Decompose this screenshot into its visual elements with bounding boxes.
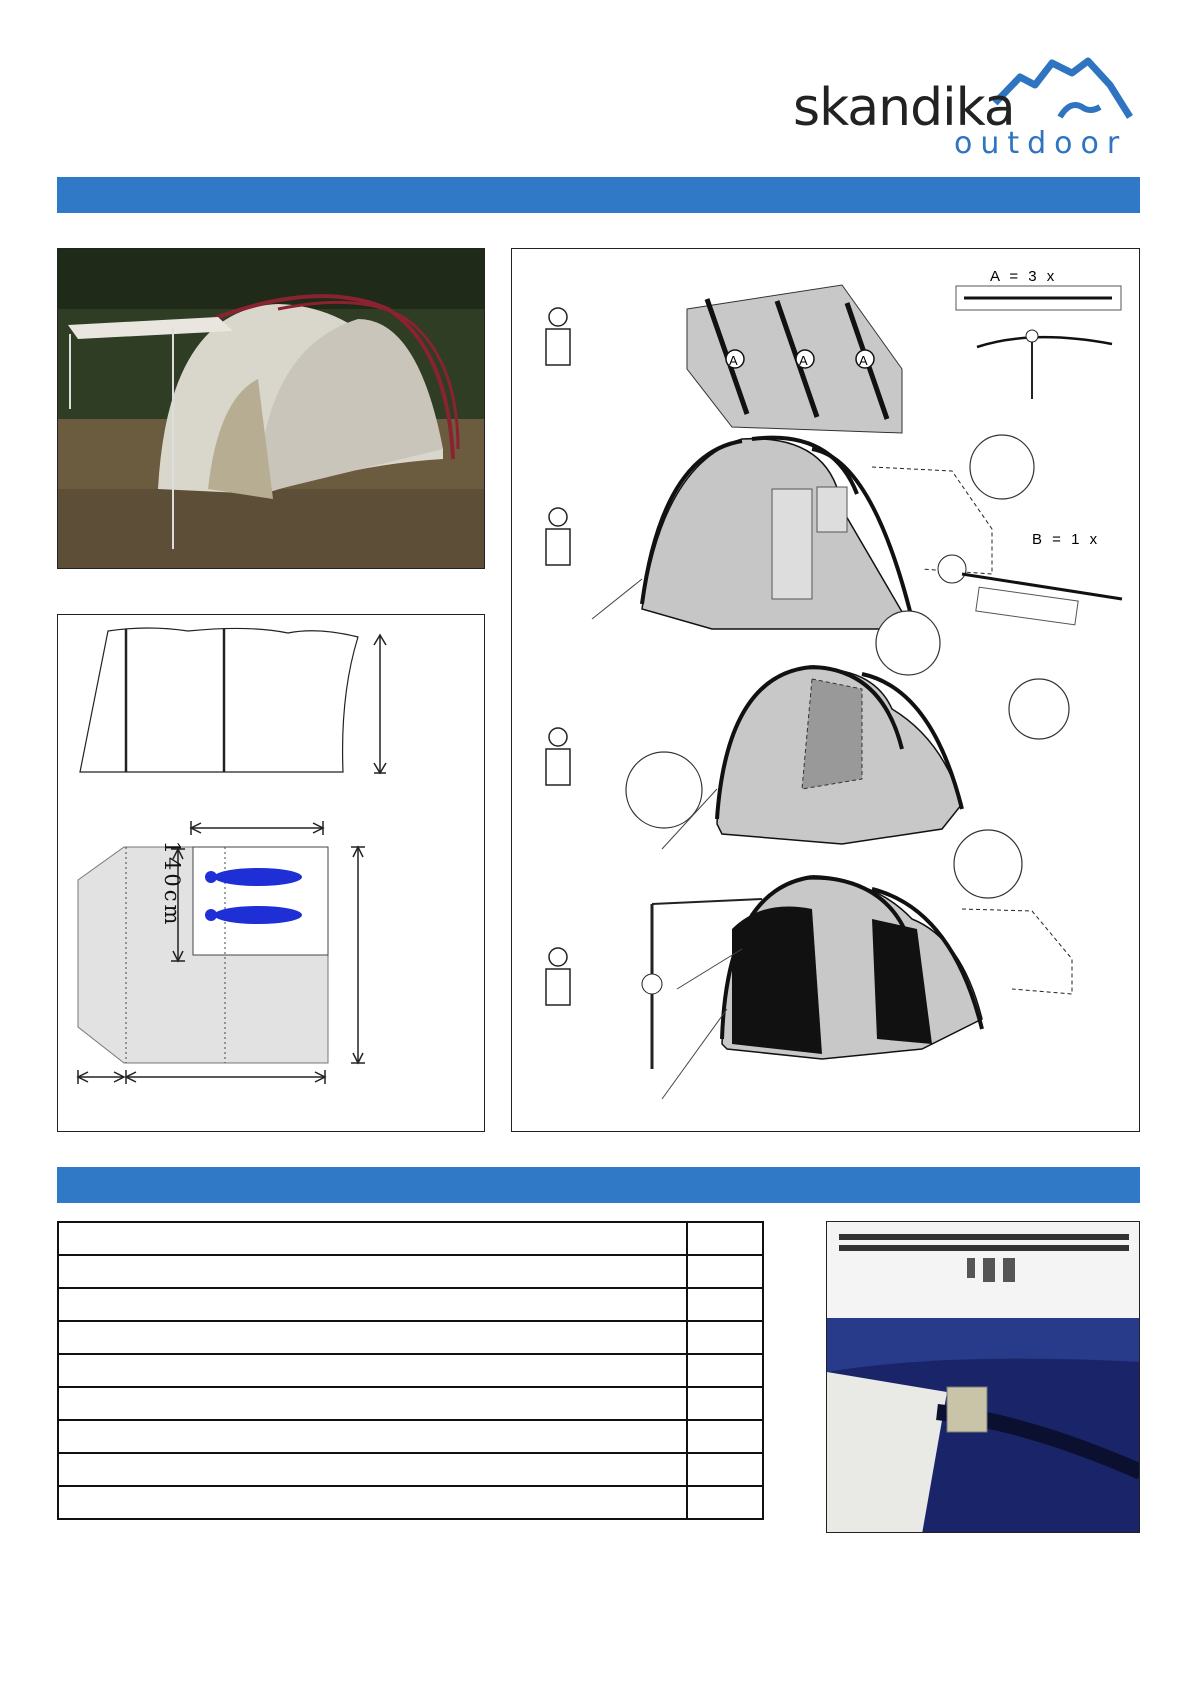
table-row: [58, 1288, 763, 1321]
part-name-cell: [58, 1255, 687, 1288]
table-row: [58, 1420, 763, 1453]
table-row: [58, 1486, 763, 1519]
pole-letter-2: A: [799, 353, 808, 368]
part-name-cell: [58, 1321, 687, 1354]
part-name-cell: [58, 1420, 687, 1453]
part-name-cell: [58, 1486, 687, 1519]
dimension-diagram: [58, 615, 486, 1133]
part-name-cell: [58, 1453, 687, 1486]
brand-name: skandika: [793, 78, 1015, 138]
tent-photo-illustration: [58, 249, 485, 569]
tent-photo: [57, 248, 485, 569]
dimensions-panel: [57, 614, 485, 1132]
table-row: [58, 1387, 763, 1420]
part-qty-cell: [687, 1453, 763, 1486]
accessory-photo: [826, 1221, 1140, 1533]
table-row: [58, 1222, 763, 1255]
part-qty-cell: [687, 1354, 763, 1387]
awning-rail-photo: [827, 1222, 1140, 1533]
part-qty-cell: [687, 1321, 763, 1354]
table-row: [58, 1321, 763, 1354]
parts-list-table: [57, 1221, 764, 1520]
setup-instructions-panel: [511, 248, 1140, 1132]
brand-subtitle: outdoor: [954, 126, 1128, 161]
part-name-cell: [58, 1222, 687, 1255]
part-qty-cell: [687, 1222, 763, 1255]
pole-letter-1: A: [729, 353, 738, 368]
label-a: A = 3 x: [990, 268, 1058, 285]
part-qty-cell: [687, 1255, 763, 1288]
bed-dimension-label: 140cm: [160, 840, 184, 928]
table-row: [58, 1453, 763, 1486]
part-qty-cell: [687, 1420, 763, 1453]
part-qty-cell: [687, 1387, 763, 1420]
table-row: [58, 1255, 763, 1288]
pole-letter-3: A: [859, 353, 868, 368]
part-name-cell: [58, 1354, 687, 1387]
part-qty-cell: [687, 1288, 763, 1321]
part-name-cell: [58, 1387, 687, 1420]
table-row: [58, 1354, 763, 1387]
part-name-cell: [58, 1288, 687, 1321]
section-header-bar: [57, 177, 1140, 213]
label-b: B = 1 x: [1032, 531, 1101, 548]
part-qty-cell: [687, 1486, 763, 1519]
section-header-bar-2: [57, 1167, 1140, 1203]
setup-illustration: [512, 249, 1141, 1133]
